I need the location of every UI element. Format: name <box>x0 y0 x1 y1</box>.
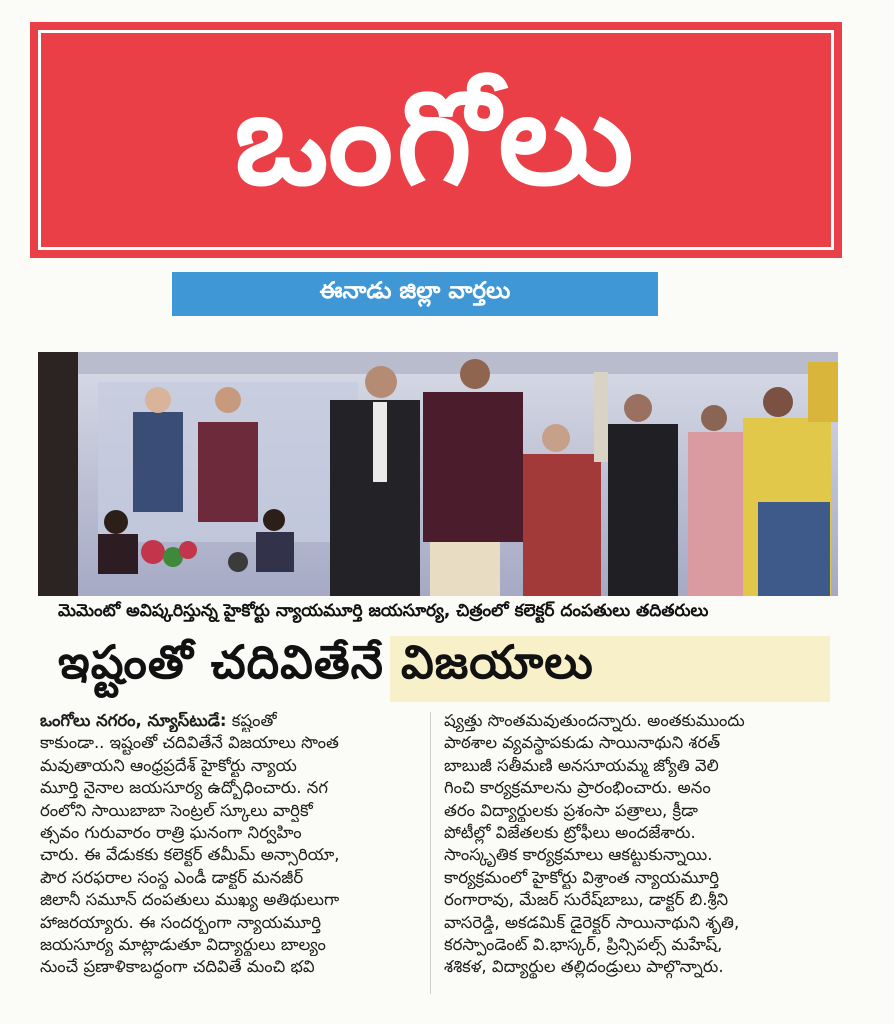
article-column-left <box>40 710 420 1000</box>
article-line: శశికళ, విద్యార్థుల తల్లిదండ్రులు పాల్గొన్నారు. <box>444 957 724 977</box>
article-line: కరస్పాండెంట్ వి.భాస్కర్, ప్రిన్సిపల్స్ మహేష్, <box>444 935 723 955</box>
headline: ఇష్టంతో చదివితేనే విజయాలు <box>58 635 594 689</box>
masthead-frame <box>38 30 834 250</box>
article-line: రంలోని సాయిబాబా సెంట్రల్ స్కూలు వార్షికో <box>40 800 313 820</box>
section-tag: ఈనాడు జిల్లా వార్తలు <box>172 272 658 316</box>
article-line: వాసరెడ్డి, అకడమిక్ డైరెక్టర్ సాయినాథుని శృతి, <box>444 912 740 932</box>
article-line: సాంస్కృతిక కార్యక్రమాలు ఆకట్టుకున్నాయి. <box>444 845 713 865</box>
article-line: జయసూర్య మాట్లాడుతూ విద్యార్థులు బాల్యం <box>40 935 326 955</box>
column-divider <box>430 712 431 994</box>
article-line <box>40 710 420 732</box>
article-column-right <box>444 710 836 1000</box>
article-line: కాకుండా.. ఇష్టంతో చదివితేనే విజయాలు సొంత <box>40 733 339 753</box>
masthead-title: ఒంగోలు <box>234 65 638 214</box>
photo-caption: మెమెంటో అవిష్కరిస్తున్న హైకోర్టు న్యాయమూర్తి జయసూర్య, చిత్రంలో కలెక్టర్ దంపతులు తదితరులు <box>58 601 709 621</box>
article-line: మవుతాయని ఆంధ్రప్రదేశ్ హైకోర్టు న్యాయ <box>40 755 297 775</box>
article-line: పోటీల్లో విజేతలకు ట్రోఫీలు అందజేశారు. <box>444 823 696 843</box>
article-line-text: కష్టంతో <box>231 711 277 730</box>
article-line: హాజరయ్యారు. ఈ సందర్భంగా న్యాయమూర్తి <box>40 912 322 932</box>
article-line: నుంచే ప్రణాళికాబద్ధంగా చదివితే మంచి భవి <box>40 957 315 977</box>
article-line: తరం విద్యార్థులకు ప్రశంసా పత్రాలు, క్రీడా <box>444 800 698 820</box>
article-line: పాఠశాల వ్యవస్థాపకుడు సాయినాథుని శరత్ <box>444 733 721 753</box>
article-line: మూర్తి నైనాల జయసూర్య ఉద్బోధించారు. నగ <box>40 778 328 798</box>
article-line: త్సవం గురువారం రాత్రి ఘనంగా నిర్వహిం <box>40 823 302 843</box>
article-line: బాబుజీ సతీమణి అనసూయమ్మ జ్యోతి వెలి <box>444 755 719 775</box>
article-line: రంగారావు, మేజర్ సురేష్‌బాబు, డాక్టర్ బి.శ్రీని <box>444 890 729 910</box>
photo-illustration <box>38 352 838 596</box>
article-line: పౌర సరఫరాల సంస్థ ఎండీ డాక్టర్ మనజీర్ <box>40 867 304 887</box>
dateline: ఒంగోలు నగరం, న్యూస్‌టుడే: <box>40 711 227 730</box>
article-line: చారు. ఈ వేడుకకు కలెక్టర్ తమీమ్ అన్సారియా, <box>40 845 340 865</box>
masthead <box>30 22 842 258</box>
article-line: గించి కార్యక్రమాలను ప్రారంభించారు. అనం <box>444 778 711 798</box>
article-line: జిలానీ సమూన్ దంపతులు ముఖ్య అతిథులుగా <box>40 890 340 910</box>
article-line: కార్యక్రమంలో హైకోర్టు విశ్రాంత న్యాయమూర్తి <box>444 867 720 887</box>
news-photo <box>38 352 838 596</box>
article-line: ష్యత్తు సొంతమవుతుందన్నారు. అంతకుముందు <box>444 711 745 730</box>
